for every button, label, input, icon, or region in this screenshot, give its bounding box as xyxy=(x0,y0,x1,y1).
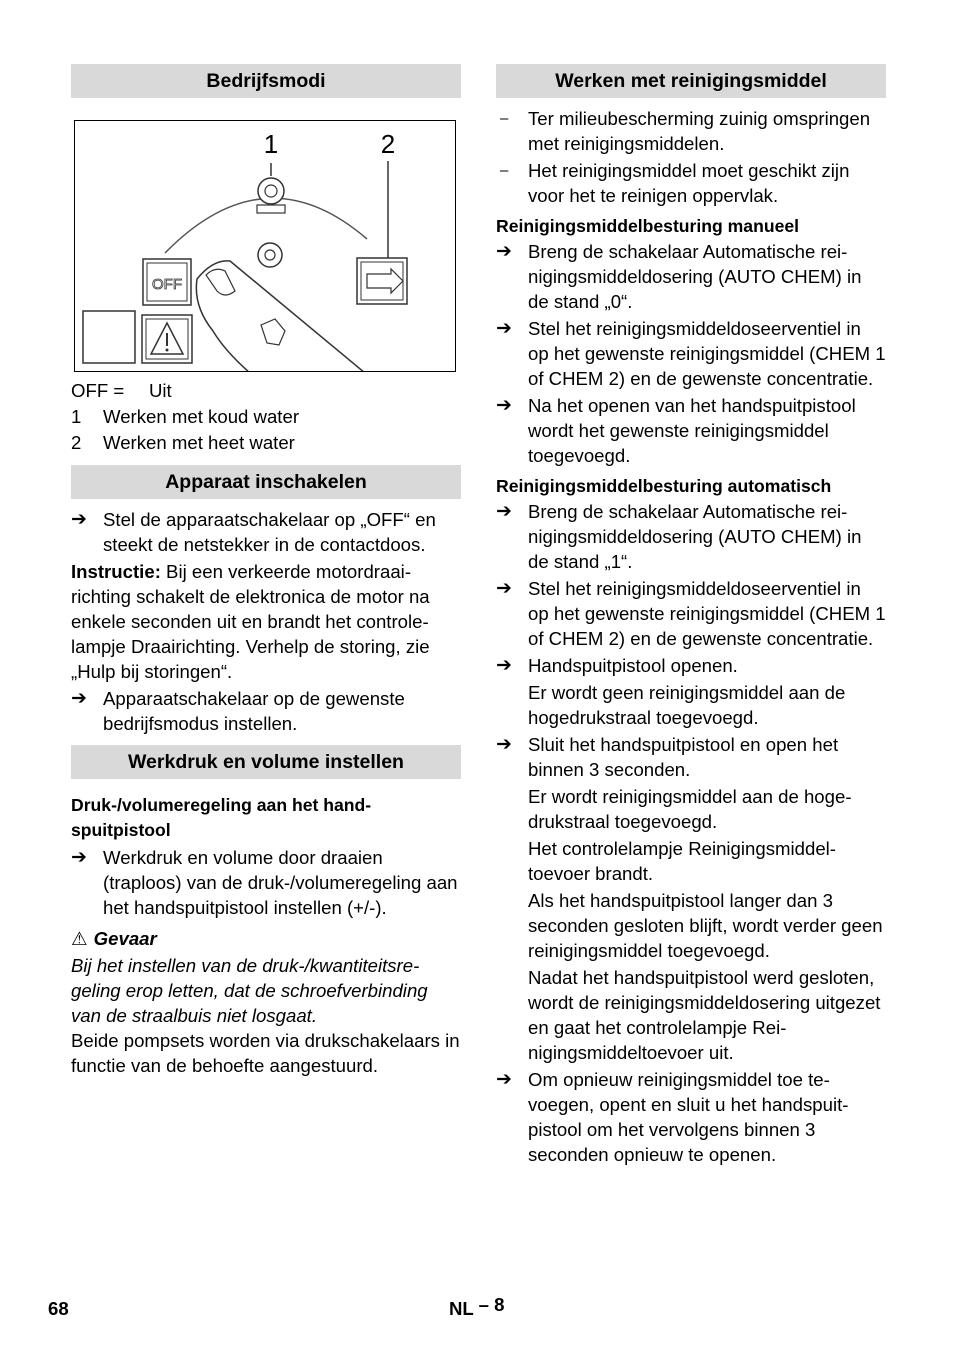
arrow-icon: ➔ xyxy=(71,509,87,530)
auto-step-3-result: Er wordt geen reinigingsmiddel aan de hogedrukstraal toegevoegd. xyxy=(528,682,846,728)
manual-step-1: ➔ Breng de schakelaar Automatische reinigingsmiddeldosering (AUTO CHEM) in de stand „0“. xyxy=(496,241,862,312)
auto-step-4-result-4: Nadat het handspuitpistool werd gesloten, wordt de reinigingsmiddeldosering uitgezet en gaat het controlelampje Reinigingsmiddeltoevoer uit. xyxy=(528,967,881,1063)
auto-step-5: ➔ Om opnieuw reinigingsmiddel toe tevoegen, opent en sluit u het handspuitpistool om het vervolgens binnen 3 seconden opnieuw te openen. xyxy=(496,1069,849,1165)
auto-step-4-result-1: Er wordt reinigingsmiddel aan de hogedrukstraal toegevoegd. xyxy=(528,786,852,832)
heading-switch-on: Apparaat inschakelen xyxy=(71,465,461,499)
legend-1-value: Werken met koud water xyxy=(103,406,300,427)
figure-label-1: 1 xyxy=(263,129,279,159)
switch-on-step-2: ➔ Apparaatschakelaar op de gewenste bedrijfsmodus instellen. xyxy=(71,688,405,734)
dash-item-2: – Het reinigingsmiddel moet geschikt zijn voor het te reinigen oppervlak. xyxy=(496,158,886,208)
figure-legend xyxy=(71,378,461,456)
selector-knob xyxy=(258,243,282,267)
figure-label-2: 2 xyxy=(380,129,396,159)
heading-pressure-volume: Werkdruk en volume instellen xyxy=(71,745,461,779)
pumps-text: Beide pompsets worden via drukschakelaars in functie van de behoefte aangestuurd. xyxy=(71,1030,460,1076)
legend-2-value: Werken met heet water xyxy=(103,432,295,453)
arrow-icon: ➔ xyxy=(71,847,87,868)
instruction-label: Instructie: xyxy=(71,561,161,582)
legend-off xyxy=(71,378,461,404)
blank-button xyxy=(83,311,135,363)
language-code: NL xyxy=(449,1298,474,1319)
hot-water-button xyxy=(357,258,407,304)
legend-2-key: 2 xyxy=(71,432,82,453)
sub-page-number: – 8 xyxy=(478,1294,505,1315)
arrow-icon: ➔ xyxy=(496,395,512,416)
switch-on-step-1: ➔ Stel de apparaatschakelaar op „OFF“ en steekt de netstekker in de contactdoos. xyxy=(71,509,436,555)
arrow-icon: ➔ xyxy=(496,734,512,755)
manual-step-3: ➔ Na het openen van het handspuitpistool wordt het gewenste reinigingsmiddel toegevoegd. xyxy=(496,395,856,466)
arrow-icon: ➔ xyxy=(496,318,512,339)
heading-operating-modes: Bedrijfsmodi xyxy=(71,64,461,98)
subheading-manual: Reinigingsmiddelbesturing manueel xyxy=(496,216,800,236)
off-button xyxy=(143,259,191,305)
warning-triangle-icon: ⚠ xyxy=(71,928,88,949)
control-panel-figure xyxy=(74,120,456,372)
legend-1-key: 1 xyxy=(71,406,82,427)
arrow-icon: ➔ xyxy=(71,688,87,709)
auto-step-1: ➔ Breng de schakelaar Automatische reinigingsmiddeldosering (AUTO CHEM) in de stand „1“. xyxy=(496,501,862,572)
subheading-automatic: Reinigingsmiddelbesturing automatisch xyxy=(496,476,832,496)
legend-off-key: OFF = xyxy=(71,380,125,401)
auto-step-2: ➔ Stel het reinigingsmiddeldoseerventiel in op het gewenste reinigingsmiddel (CHEM 1 of CHEM 2) en de gewenste concentratie. xyxy=(496,578,886,649)
arrow-icon: ➔ xyxy=(496,578,512,599)
page-number: 68 xyxy=(48,1298,69,1319)
heading-detergent: Werken met reinigingsmiddel xyxy=(496,64,886,98)
legend-off-value: Uit xyxy=(149,380,172,401)
danger-label: Gevaar xyxy=(93,928,157,949)
page-footer-lang xyxy=(449,1294,505,1320)
gun-control-step: ➔ Werkdruk en volume door draaien (traploos) van de druk-/volumeregeling aan het handspuitpistool instellen (+/-). xyxy=(71,847,458,918)
auto-step-4-result-3: Als het handspuitpistool langer dan 3 seconden gesloten blijft, wordt verder geen reinigingsmiddel toegevoegd. xyxy=(528,890,883,961)
manual-step-2: ➔ Stel het reinigingsmiddeldoseerventiel in op het gewenste reinigingsmiddel (CHEM 1 of CHEM 2) en de gewenste concentratie. xyxy=(496,318,886,389)
danger-text: Bij het instellen van de druk-/kwantiteitsregeling erop letten, dat de schroefverbinding van de straalbuis niet losgaat. xyxy=(71,955,428,1026)
auto-step-4: ➔ Sluit het handspuitpistool en open het binnen 3 seconden. xyxy=(496,734,839,780)
arrow-icon: ➔ xyxy=(496,655,512,676)
left-column xyxy=(71,64,461,1078)
cold-water-symbol xyxy=(257,178,285,213)
legend-1 xyxy=(71,404,461,430)
subheading-gun-control: Druk-/volumeregeling aan het handspuitpistool xyxy=(71,795,372,840)
arrow-icon: ➔ xyxy=(496,501,512,522)
control-panel-drawing xyxy=(75,121,455,371)
legend-2 xyxy=(71,430,461,456)
dash-icon: – xyxy=(500,110,509,127)
hand-drawing xyxy=(196,261,365,371)
instruction-note xyxy=(71,559,461,684)
arrow-icon: ➔ xyxy=(496,241,512,262)
auto-step-3: ➔ Handspuitpistool openen. xyxy=(496,655,738,676)
danger-heading xyxy=(71,926,461,951)
off-button-label: OFF xyxy=(152,276,182,293)
auto-step-4-result-2: Het controlelampje Reinigingsmiddeltoevoer brandt. xyxy=(528,838,836,884)
right-column xyxy=(496,64,886,1167)
dash-icon: – xyxy=(500,162,509,179)
dash-item-1: – Ter milieubescherming zuinig omspringen met reinigingsmiddelen. xyxy=(496,106,886,156)
arrow-icon: ➔ xyxy=(496,1069,512,1090)
instruction-text: Bij een verkeerde motordraairichting schakelt de elektronica de motor na enkele seconden uit en brandt het controlelampje Draairichting. Verhelp de storing, zie „Hulp bij storingen“. xyxy=(71,561,430,682)
warning-button xyxy=(142,315,192,363)
